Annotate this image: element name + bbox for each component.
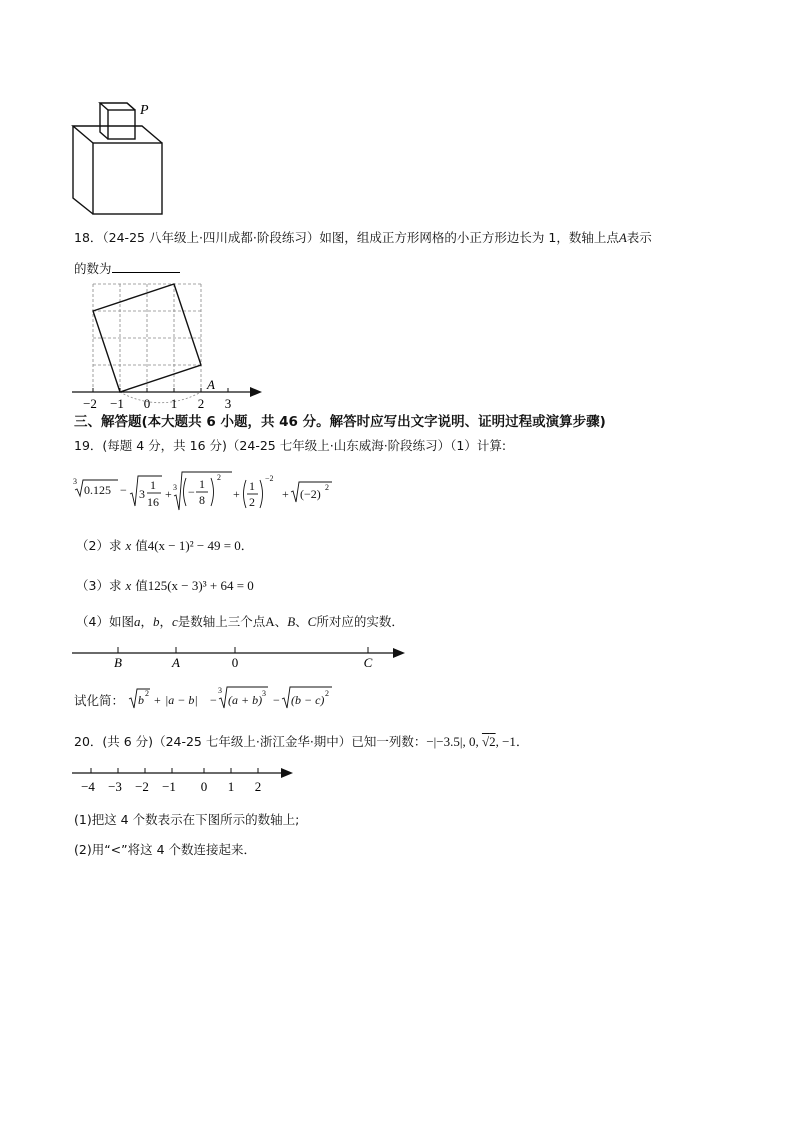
minus-2: − <box>273 693 280 707</box>
part3-equation: 125(x − 3)³ + 64 = 0 <box>147 578 254 593</box>
q18-tick-label: 1 <box>170 396 178 411</box>
axis-label-c: C <box>363 655 373 670</box>
q20-number: 20． <box>74 734 103 749</box>
square-exponent: 2 <box>217 473 221 482</box>
q20-number-line <box>70 764 300 798</box>
sqrt-radicand: 2 <box>489 734 496 749</box>
q20-tick-label: −1 <box>162 779 176 794</box>
part2-label: （2）求 <box>76 538 122 553</box>
q19-part2 <box>76 536 253 554</box>
cube-point-label: P <box>140 103 149 118</box>
large-cube-side <box>73 126 93 214</box>
part3-label: （3）求 <box>76 578 122 593</box>
svg-text:+: + <box>282 487 289 501</box>
part4-label: （4）如图 <box>76 614 134 629</box>
q18-source: （24-25 八年级上·四川成都·阶段练习） <box>102 230 320 245</box>
q19-number: 19． <box>74 438 103 453</box>
svg-text:−: − <box>188 485 195 499</box>
neg-frac-num: 1 <box>199 477 205 491</box>
q18-point: A <box>618 230 627 245</box>
neg-frac-den: 8 <box>199 493 205 507</box>
point-b: B <box>287 614 296 629</box>
simplify-expression <box>128 684 338 714</box>
q19-score: (每题 4 分，共 16 分) <box>102 438 227 453</box>
simplify-label: 试化简： <box>74 693 125 708</box>
comma: ， <box>159 614 172 629</box>
q20-part1: (1)把这 4 个数表示在下图所示的数轴上; <box>74 812 300 827</box>
sqrt-b: b <box>138 693 144 707</box>
q18-tick-label: 0 <box>143 396 151 411</box>
cube-radicand: (a + b) <box>228 693 263 707</box>
q20-numbers-end: , −1 <box>495 734 516 749</box>
frac-den: 16 <box>147 495 159 509</box>
q18-point-a-label: A <box>207 377 215 392</box>
q18-tick-label: 2 <box>197 396 205 411</box>
dun: 、 <box>274 614 288 629</box>
grid <box>93 284 201 403</box>
svg-text:+: + <box>233 487 240 501</box>
part2-equation: 4(x − 1)² − 49 = 0 <box>147 538 241 553</box>
q20-tick-label: −3 <box>108 779 122 794</box>
q18-number-line <box>72 387 262 397</box>
svg-text:+: + <box>154 693 161 707</box>
last-radicand-bc: (b − c) <box>291 693 325 707</box>
q20-sqrt: √2 <box>481 734 496 749</box>
svg-text:2: 2 <box>145 689 149 698</box>
part2-var: x <box>125 538 132 553</box>
q18-tick-label: 3 <box>224 396 232 411</box>
q18-tick-label: −1 <box>110 396 124 411</box>
axis-label-a: A <box>172 655 180 670</box>
q20-part2: (2)用“<”将这 4 个数连接起来． <box>74 842 257 857</box>
q18-stem: 如图，组成正方形网格的小正方形边长为 1，数轴上点 <box>319 230 619 245</box>
point-a: A <box>265 614 275 629</box>
part2-end: ． <box>240 538 254 553</box>
part4-end: 所对应的实数． <box>316 614 404 629</box>
q19-source: （24-25 七年级上·山东威海·阶段练习） <box>226 438 451 453</box>
dun: 、 <box>295 614 308 629</box>
minus-1: − <box>210 693 217 707</box>
axis-label-zero: 0 <box>231 655 239 670</box>
q20-source: （24-25 七年级上·浙江金华·期中） <box>153 734 352 749</box>
q19-part1: （1）计算: <box>450 438 507 453</box>
plus-sign: + <box>165 487 172 501</box>
cube-figure <box>60 95 200 220</box>
mixed-whole: 3 <box>139 487 145 501</box>
q20-tick-label: 2 <box>254 779 262 794</box>
half-num: 1 <box>249 479 255 493</box>
q20-stem: 已知一列数： <box>351 734 427 749</box>
section-3-heading: 三、解答题(本大题共 6 小题，共 46 分。解答时应写出文字说明、证明过程或演算步骤) <box>74 414 606 430</box>
part3-var: x <box>125 578 132 593</box>
q19-number-line <box>70 642 410 672</box>
q18-line2-text: 的数为 <box>74 261 112 276</box>
small-cube-top <box>100 103 135 110</box>
large-cube-front <box>93 143 162 214</box>
q19-part4 <box>76 612 404 630</box>
q19-expression-1 <box>72 470 342 520</box>
cube-power: 3 <box>262 689 266 698</box>
var-c: c <box>171 614 178 629</box>
q20-score: (共 6 分) <box>102 734 154 749</box>
part3-val: 值 <box>135 578 148 593</box>
small-cube-front <box>108 110 135 139</box>
comma: ， <box>140 614 153 629</box>
last-radicand: (−2) <box>300 487 321 501</box>
large-cube-top <box>73 126 162 143</box>
axis-label-b: B <box>114 655 122 670</box>
abs-a-minus-b: |a − b| <box>165 693 198 707</box>
last-power: 2 <box>325 689 329 698</box>
q20-tick-label: 0 <box>200 779 208 794</box>
answer-blank[interactable] <box>112 260 180 273</box>
point-c: C <box>307 614 317 629</box>
q18-line1 <box>74 228 652 246</box>
neg-two-exponent: −2 <box>265 474 274 483</box>
var-b: b <box>152 614 160 629</box>
q18-stem-end: 表示 <box>626 230 652 245</box>
q18-tick-label: −2 <box>83 396 97 411</box>
q18-grid-figure <box>66 282 266 412</box>
q20-tick-label: −4 <box>81 779 95 794</box>
q19-part3 <box>76 576 254 594</box>
last-square: 2 <box>325 483 329 492</box>
cbrt-index: 3 <box>73 477 77 486</box>
q20-tick-label: 1 <box>227 779 235 794</box>
q20-numbers: −|−3.5|, 0, <box>426 734 482 749</box>
q20-tick-label: −2 <box>135 779 149 794</box>
q20-stem-end: ． <box>515 734 529 749</box>
part4-text: 是数轴上三个点 <box>177 614 266 629</box>
q19-line1 <box>74 436 506 454</box>
half-den: 2 <box>249 495 255 509</box>
var-a: a <box>133 614 141 629</box>
q20-line1 <box>74 732 528 750</box>
part2-val: 值 <box>135 538 148 553</box>
cbrt-index-3: 3 <box>218 686 222 695</box>
q18-line2 <box>74 259 180 277</box>
radicand-0125: 0.125 <box>84 483 111 497</box>
q18-number: 18． <box>74 230 103 245</box>
minus-sign: − <box>120 483 127 497</box>
frac-num: 1 <box>150 478 156 492</box>
cbrt-index-2: 3 <box>173 483 177 492</box>
